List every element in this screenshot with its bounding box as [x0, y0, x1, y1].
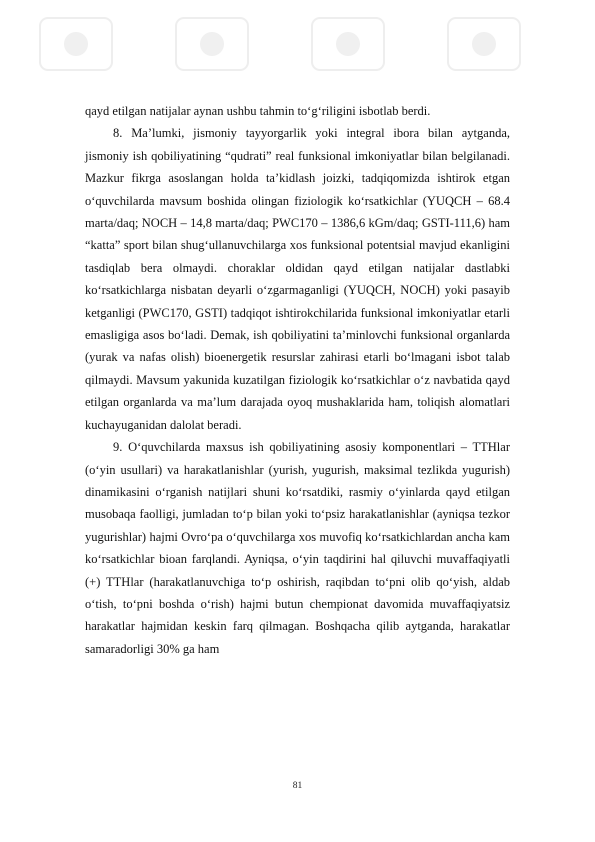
paragraph-3: 9. O‘quvchilarda maxsus ish qobiliyatining asosiy komponentlari – TTHlar (o‘yin usullari) va harakatlanishlar (yurish, yugurish, maksimal tezlikda yugurish) dinamikasini o‘rganish natijlari shuni ko‘rsatdiki, rasmiy o‘yinlarda qayd etilgan musobaqa faolligi, jumladan to‘p bilan yoki to‘psiz harakatlanishlar (ayniqsa tezkor yugurishlar) hajmi Ovro‘pa o‘quvchilarga xos muvofiq ko‘rsatkichlardan ancha kam ko‘rsatkichlar bioan farqlandi. Ayniqsa, o‘yin taqdirini hal qiluvchi muvaffaqiyatli (+) TTHlar (harakatlanuvchiga to‘p oshirish, raqibdan to‘pni olib qo‘yish, aldab o‘tish, to‘pni boshda o‘rish) hajmi butun chempionat davomida muvaffaqiyatsiz harakatlar hajmidan keskin farq qilmagan. Boshqacha qilib aytganda, harakatlar samaradorligi 30% ga ham [85, 440, 510, 656]
document-body [85, 100, 510, 660]
page-number: 81 [292, 781, 303, 791]
paragraph-2: 8. Ma’lumki, jismoniy tayyorgarlik yoki integral ibora bilan aytganda, jismoniy ish qobiliyatining “qudrati” real funksional imkoniyatlar bilan belgilanadi. Mazkur fikrga asoslangan holda ta’kidlash joizki, tadqiqomizda ishtirok etgan o‘quvchilarda mavsum boshida olingan fiziologik ko‘rsatkichlar (YUQCH – 68.4 marta/daq; NOCH – 14,8 marta/daq; PWC170 – 1386,6 kGm/daq; GSTI-111,6) ham “katta” sport bilan shug‘ullanuvchilarga xos funksional potentsial mavjud ekanligini tasdiqlab bera olmaydi. choraklar oldidan qayd etilgan natijalar dastlabki ko‘rsatkichlarga nisbatan deyarli o‘zgarmaganligi (YUQCH, NOCH) yoki pasayib ketganligi (PWC170, GSTI) tadqiqot ishtirokchilarida funksional imkoniyatlar etarli emasligiga asos bo‘ladi. Demak, ish qobiliyatini ta’minlovchi funksional organlarda (yurak va nafas olish) bioenergetik resurslar zahirasi etarli bo‘lmagani isbot talab qilmaydi. Mavsum yakunida kuzatilgan fiziologik ko‘rsatkichlar o‘z navbatida qayd etilgan organlarda va ma’lum darajada oyoq mushaklarida ham, toliqish alomatlari kuchayuganidan dalolat beradi. [85, 126, 510, 432]
paragraph-1: qayd etilgan natijalar aynan ushbu tahmin to‘g‘riligini isbotlab berdi. [85, 104, 431, 118]
